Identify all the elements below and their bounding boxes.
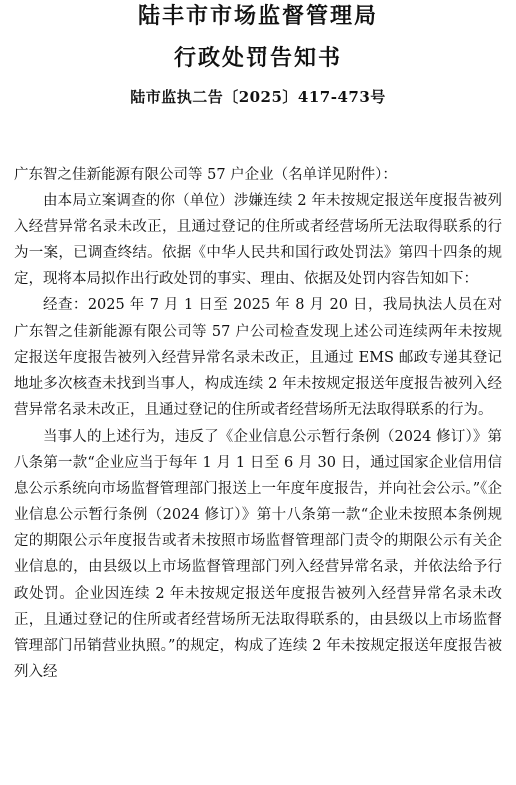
- paragraph-findings: 经查：2025 年 7 月 1 日至 2025 年 8 月 20 日，我局执法人员在对广东智之佳新能源有限公司等 57 户公司检查发现上述公司连续两年未按规定报送年度报告被列入经营异常名录未改正，且通过 EMS 邮政专递其登记地址多次核查未找到当事人，构成连续 2 年未按规定报送年度报告被列入经营异常名录未改正，且通过登记的住所或者经营场所无法取得联系的行为。: [14, 297, 502, 418]
- agency-name: 陆丰市市场监督管理局: [137, 3, 378, 29]
- document-body: [14, 162, 502, 685]
- addressee-line: 广东智之佳新能源有限公司等 57 户企业（名单详见附件）：: [14, 167, 397, 183]
- paragraph-case-summary: 由本局立案调查的你（单位）涉嫌连续 2 年未按规定报送年度报告被列入经营异常名录未改正，且通过登记的住所或者经营场所无法取得联系的行为一案，已调查终结。依据《中华人民共和国行政处罚法》第四十四条的规定，现将本局拟作出行政处罚的事实、理由、依据及处罚内容告知如下：: [14, 193, 502, 288]
- document-number: 陆市监执二告〔2025〕417-473号: [130, 88, 386, 106]
- paragraph-legal-basis: 当事人的上述行为，违反了《企业信息公示暂行条例（2024 修订）》第八条第一款“企业应当于每年 1 月 1 日至 6 月 30 日，通过国家企业信用信息公示系统向市场监督管理部门报送上一年度年度报告，并向社会公示。”《企业信息公示暂行条例（2024 修订）》第十八条第一款“企业未按照本条例规定的期限公示年度报告或者未按照市场监督管理部门责令的期限公示有关企业信息的，由县级以上市场监督管理部门列入经营异常名录，并依法给予行政处罚。企业因连续 2 年未按规定报送年度报告被列入经营异常名录未改正，且通过登记的住所或者经营场所无法取得联系的，由县级以上市场监督管理部门吊销营业执照。”的规定，构成了连续 2 年未按规定报送年度报告被列入经: [14, 428, 502, 680]
- document-title: 行政处罚告知书: [173, 45, 342, 71]
